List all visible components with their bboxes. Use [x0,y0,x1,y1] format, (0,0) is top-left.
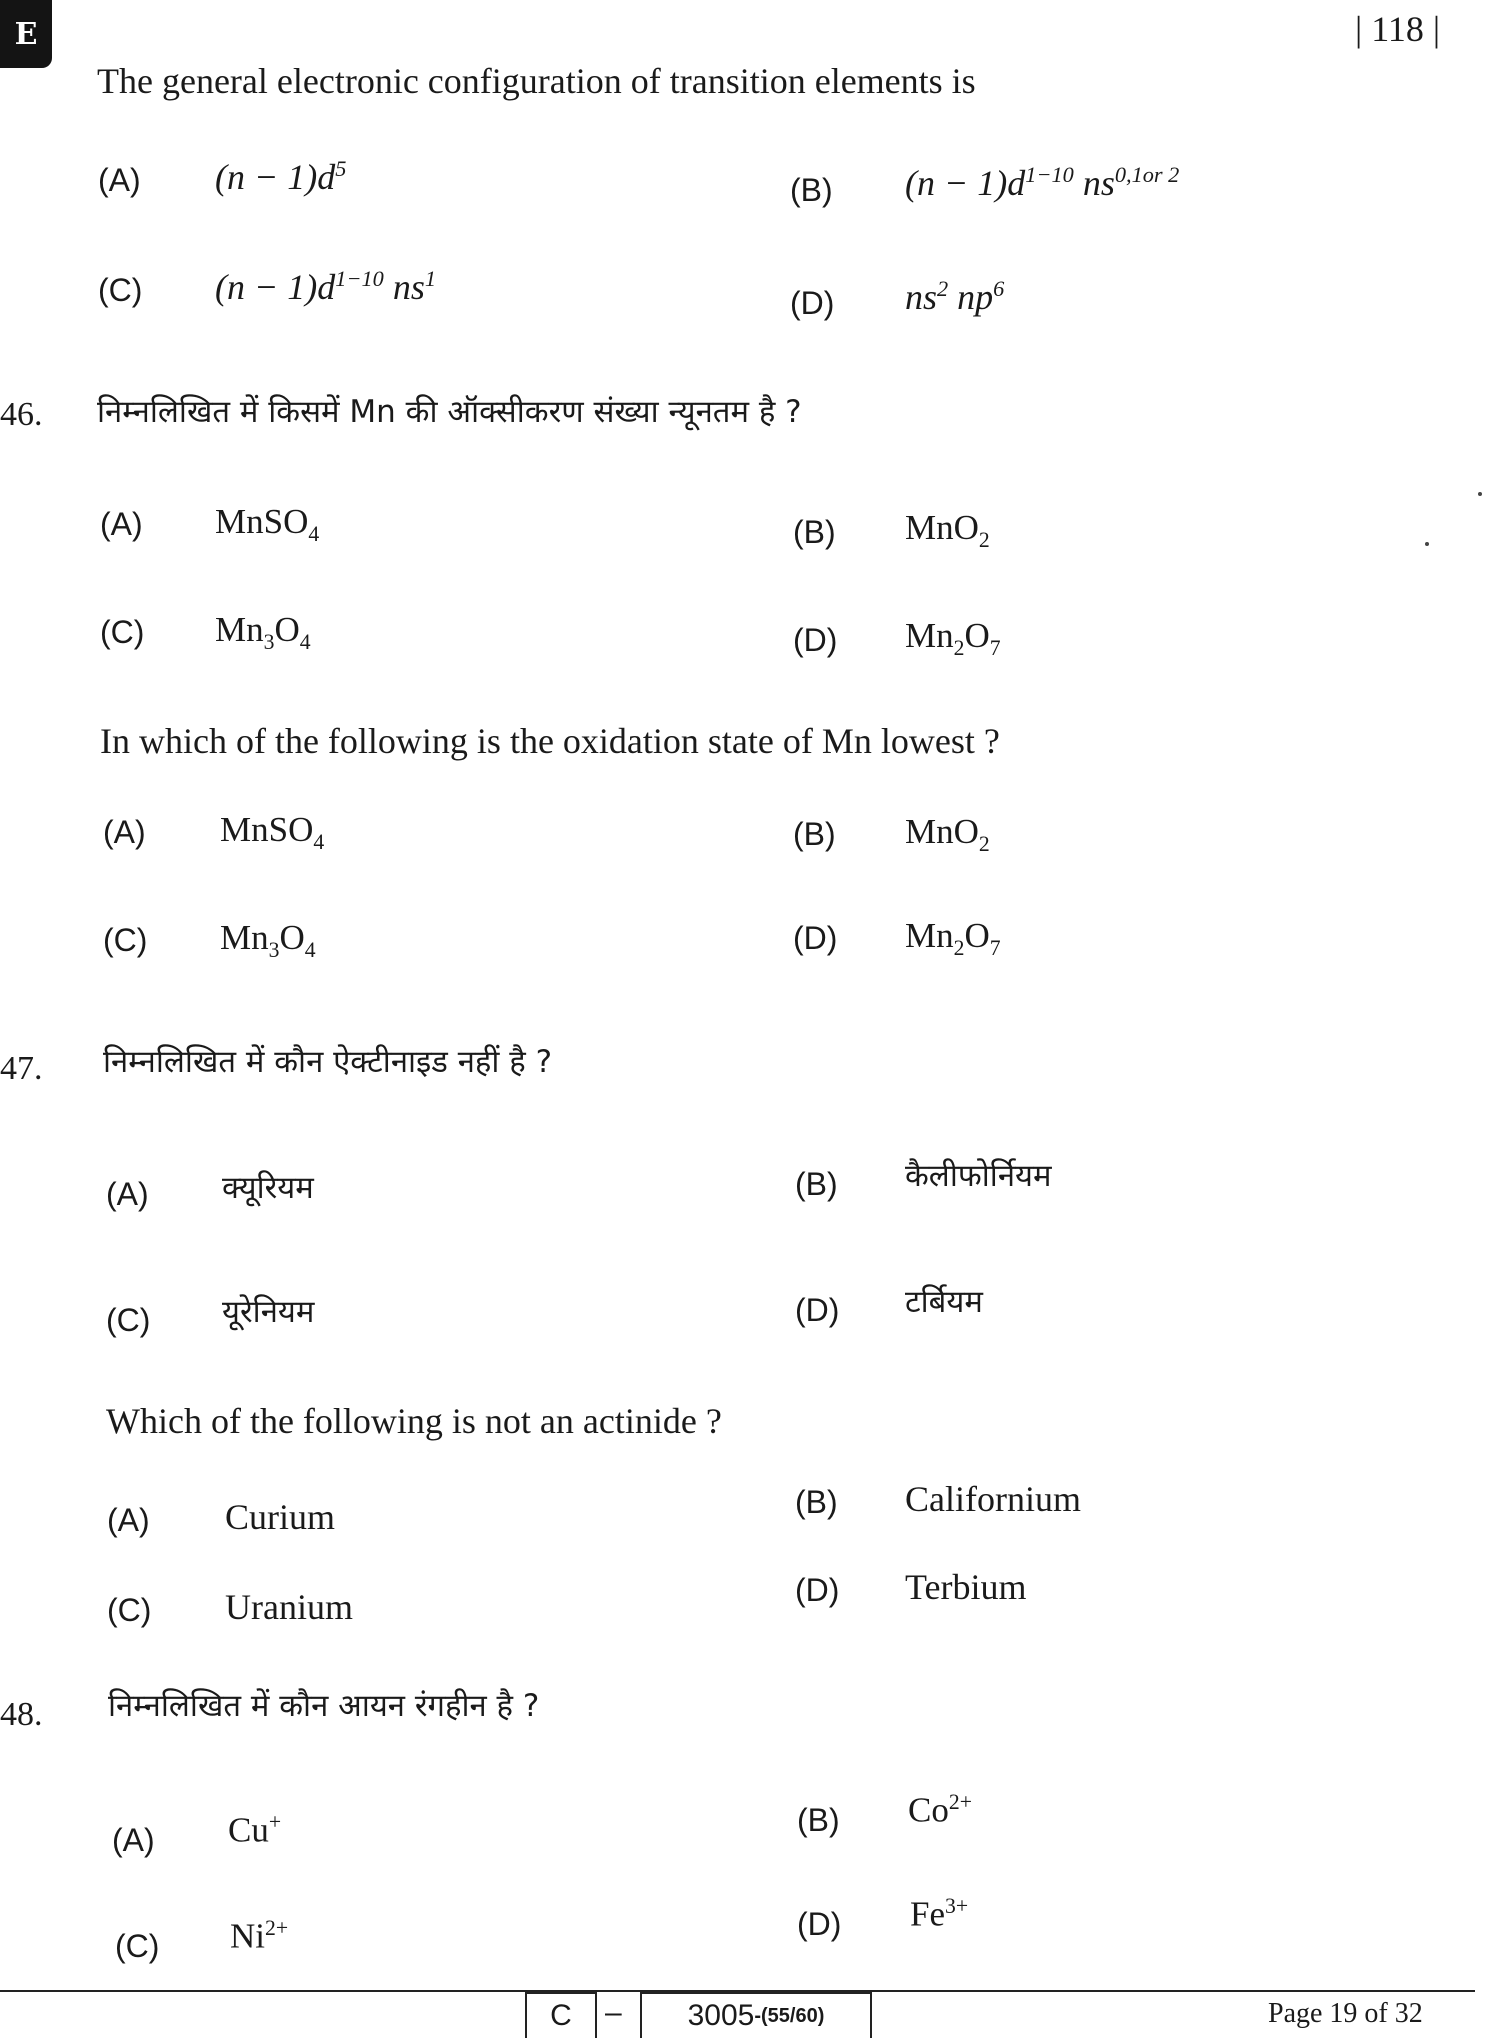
q46-question-en: In which of the following is the oxidation state of Mn lowest ? [100,721,1000,761]
q46-hi-label-c: (C) [100,614,145,650]
q47-question-hi: निम्नलिखित में कौन ऐक्टीनाइड नहीं है ? [103,1044,553,1080]
q47-hi-label-c: (C) [106,1302,151,1338]
q48-number: 48. [0,1696,43,1733]
q47-hi-option-c: यूरेनियम [222,1294,315,1330]
q47-hi-label-b: (B) [795,1166,838,1202]
q48-label-b: (B) [797,1802,840,1838]
q46-hi-option-d: $Mn_2O_7$ [905,616,1001,660]
q48-option-b: $Co^{2+}$ [908,1790,972,1830]
q45-label-a: (A) [98,162,141,198]
q47-number: 47. [0,1050,43,1087]
q46-en-label-a: (A) [103,814,146,850]
q47-en-label-a: (A) [107,1502,150,1538]
set-code: E [14,16,38,52]
footer-code-suffix: -(55/60) [754,2004,825,2027]
footer-code: 3005 [687,1999,755,2032]
q46-en-option-a: MnSO$_4$ [220,810,325,854]
speck [1425,542,1429,546]
page-number: | 118 | [1355,9,1441,49]
q48-option-d: $Fe^{3+}$ [910,1894,969,1934]
q48-label-a: (A) [112,1822,155,1858]
q47-en-option-d: Terbium [905,1567,1027,1607]
q45-label-b: (B) [790,172,833,208]
q47-en-option-a: Curium [225,1497,336,1537]
q45-option-b: $(n - 1)d^{1-10}$ $ns^{0,1or 2}$ [905,162,1180,203]
q46-question-hi: निम्नलिखित में किसमें Mn की ऑक्सीकरण संख्या न्यूनतम है ? [97,394,802,430]
q47-hi-option-d: टर्बियम [905,1284,983,1320]
footer-box-c [525,1992,597,2038]
q47-en-option-c: Uranium [225,1587,353,1627]
q46-hi-option-a: MnSO$_4$ [215,502,320,546]
q46-en-label-d: (D) [793,920,838,956]
q47-en-option-b: Californium [905,1479,1081,1519]
q45-label-d: (D) [790,285,835,321]
footer-page-number: Page 19 of 32 [1268,1998,1423,2029]
q48-option-a: Cu+ [228,1810,282,1850]
q45-option-a: $(n - 1)d^5$ [215,156,347,197]
q47-hi-option-a: क्यूरियम [222,1170,314,1206]
q46-en-label-c: (C) [103,922,148,958]
q45-option-d: $ns^2$ $np^6$ [905,276,1005,317]
q48-label-c: (C) [115,1928,160,1964]
q47-hi-label-a: (A) [106,1176,149,1212]
footer-code-box [640,1992,872,2038]
q47-question-en: Which of the following is not an actinide ? [106,1401,722,1441]
q47-hi-label-d: (D) [795,1292,840,1328]
q45-question-en: The general electronic configuration of transition elements is [97,61,976,101]
speck [1478,492,1482,496]
q46-hi-option-c: $Mn_3O_4$ [215,610,311,654]
q46-en-label-b: (B) [793,816,836,852]
q46-en-option-b: MnO$_2$ [905,812,990,856]
q47-en-label-c: (C) [107,1592,152,1628]
q48-option-c: $Ni^{2+}$ [230,1916,289,1956]
q47-en-label-b: (B) [795,1484,838,1520]
footer-box-c-text: C [550,1999,572,2032]
q46-en-option-c: $Mn_3O_4$ [220,918,316,962]
q46-hi-label-a: (A) [100,506,143,542]
q48-label-d: (D) [797,1906,842,1942]
q46-hi-label-d: (D) [793,622,838,658]
set-badge [0,0,52,68]
q47-en-label-d: (D) [795,1572,840,1608]
q45-label-c: (C) [98,272,143,308]
q46-hi-option-b: MnO$_2$ [905,508,990,552]
q46-en-option-d: $Mn_2O_7$ [905,916,1001,960]
q47-hi-option-b: कैलीफोर्नियम [905,1158,1052,1194]
q46-number: 46. [0,396,43,433]
q45-option-c: $(n - 1)d^{1-10}$ $ns^1$ [215,266,436,307]
q46-hi-label-b: (B) [793,514,836,550]
footer-dash: – [605,1996,622,2029]
q48-question-hi: निम्नलिखित में कौन आयन रंगहीन है ? [108,1688,540,1724]
